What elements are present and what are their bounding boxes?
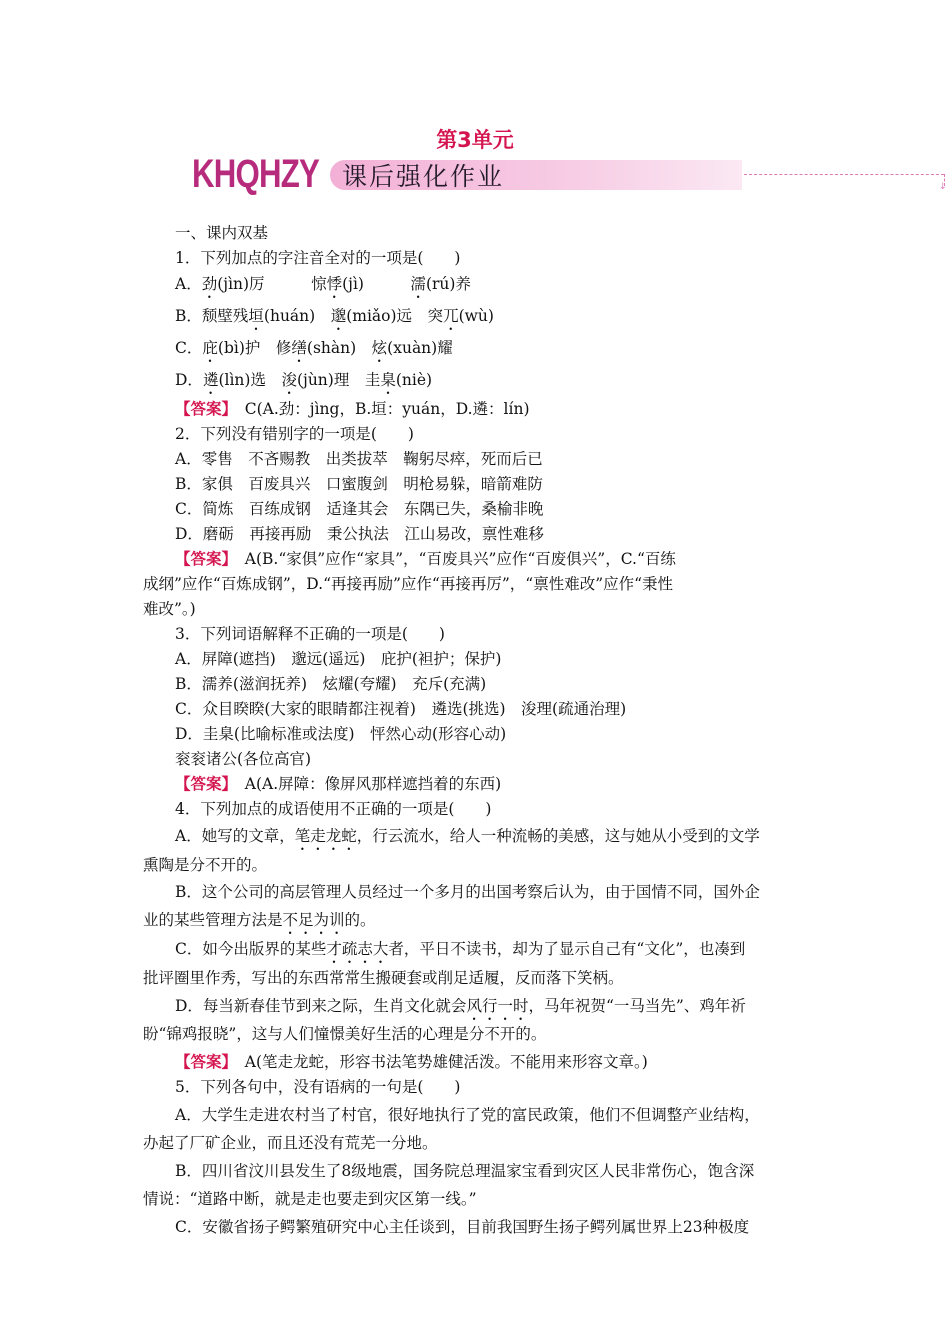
text-segment: C(A.劲：jìng，B.垣：yuán，D.遴：lín)	[229, 400, 530, 418]
text-line	[175, 996, 746, 1024]
text-segment: (jùn)理 圭	[296, 371, 381, 389]
dotted-term: 缮	[291, 339, 307, 357]
dotted-term: 笔走龙蛇	[294, 827, 357, 845]
text-line	[143, 1133, 438, 1153]
dotted-term: 浚	[281, 371, 297, 389]
answer-label: 【答案】	[175, 399, 230, 418]
text-line	[175, 649, 501, 669]
text-line	[175, 223, 268, 243]
chevron-down-icon: ↓	[939, 182, 947, 192]
text-segment: (miǎo)远 突	[346, 307, 444, 325]
text-segment: 者，平日不读书，却为了显示自己有“文化”，也凑到	[388, 940, 746, 958]
text-line	[143, 968, 624, 988]
banner-title: 课后强化作业	[342, 162, 505, 191]
text-segment: 办起了厂矿企业，而且还没有荒芜一分地。	[143, 1134, 438, 1152]
text-segment: 情说：“道路中断，就是走也要走到灾区第一线。”	[143, 1190, 477, 1208]
text-segment: C．安徽省扬子鳄繁殖研究中心主任谈到，目前我国野生扬子鳄列属世界上23种极度	[175, 1218, 750, 1236]
text-line	[175, 524, 544, 544]
text-segment: C．简炼 百练成钢 适逢其会 东隅已失，桑榆非晚	[175, 500, 544, 518]
text-segment: 惊	[311, 275, 327, 293]
text-segment: D．	[175, 371, 203, 389]
text-line	[175, 749, 311, 769]
dotted-term: 炫	[371, 339, 388, 357]
text-segment: A．大学生走进农村当了村官，很好地执行了党的富民政策，他们不但调整产业结构，	[175, 1106, 760, 1124]
text-segment: (huán)	[263, 307, 331, 325]
text-segment: (shàn)	[306, 339, 372, 357]
dotted-term: 不足为训	[282, 911, 345, 929]
dotted-term: 庇	[202, 339, 218, 357]
dotted-term: 悸	[326, 275, 343, 293]
text-segment: 业的某些管理方法是	[143, 911, 283, 929]
text-segment: A．零售 不吝赐教 出类拔萃 鞠躬尽瘁，死而后已	[175, 450, 543, 468]
text-segment: 难改”。)	[143, 600, 196, 618]
text-line	[175, 549, 676, 569]
text-segment: 熏陶是分不开的。	[143, 856, 268, 874]
text-line	[175, 1217, 749, 1237]
text-segment: 4．下列加点的成语使用不正确的一项是( )	[175, 800, 492, 818]
text-line	[175, 338, 453, 366]
text-segment: B．家俱 百废具兴 口蜜腹剑 明枪易躲，暗箭难防	[175, 475, 543, 493]
answer-label: 【答案】	[175, 549, 230, 568]
text-segment: D．圭臬(比喻标准或法度) 怦然心动(形容心动)	[175, 725, 507, 743]
text-segment: 一、课内双基	[175, 224, 269, 242]
text-segment: (xuàn)耀	[387, 339, 453, 357]
text-segment: B．四川省汶川县发生了8级地震，国务院总理温家宝看到灾区人民非常伤心，饱含深	[175, 1162, 755, 1180]
answer-label: 【答案】	[175, 774, 230, 793]
dotted-term: 劲	[201, 275, 218, 293]
text-line	[175, 939, 745, 967]
text-line	[175, 474, 543, 494]
text-segment: A(笔走龙蛇，形容书法笔势雄健活泼。不能用来形容文章。)	[229, 1053, 648, 1071]
text-segment: 5．下列各句中，没有语病的一句是( )	[175, 1078, 461, 1096]
text-line	[143, 1024, 546, 1044]
text-segment: (wù)	[458, 307, 494, 325]
text-segment: 盼“锦鸡报晓”，这与人们憧憬美好生活的心理是分不开的。	[143, 1025, 547, 1043]
text-line	[175, 399, 530, 419]
banner-letters: KHQHZY	[192, 152, 320, 196]
text-segment: A．	[175, 275, 202, 293]
text-line	[175, 274, 471, 302]
text-line	[175, 882, 760, 902]
text-segment: A．她写的文章，	[175, 827, 295, 845]
dotted-term: 垣	[248, 307, 264, 325]
text-segment: 成纲”应作“百炼成钢”，D.“再接再励”应作“再接再厉”，“禀性难改”应作“秉性	[143, 575, 674, 593]
text-segment: A(B.“家俱”应作“家具”，“百废具兴”应作“百废俱兴”，C.“百练	[229, 550, 676, 568]
text-line	[175, 370, 432, 398]
text-line	[143, 574, 673, 594]
text-line	[175, 449, 543, 469]
text-segment: (jìn)厉	[217, 275, 312, 293]
unit-title: 第3单元	[436, 128, 514, 152]
text-line	[175, 724, 506, 744]
text-line	[175, 799, 491, 819]
homework-banner	[192, 152, 947, 196]
answer-label: 【答案】	[175, 1052, 230, 1071]
text-segment: 2．下列没有错别字的一项是( )	[175, 425, 414, 443]
text-segment: 衮衮诸公(各位高官)	[175, 750, 312, 768]
text-line	[175, 499, 543, 519]
text-segment: C．如今出版界的某些	[175, 940, 327, 958]
text-segment: 的。	[344, 911, 376, 929]
text-segment: B．濡养(滋润抚养) 炫耀(夸耀) 充斥(充满)	[175, 675, 487, 693]
text-line	[143, 1189, 477, 1209]
text-line	[175, 424, 414, 444]
text-line	[175, 1077, 460, 1097]
text-line	[175, 624, 445, 644]
dotted-term: 濡	[410, 275, 426, 293]
text-line	[175, 1161, 754, 1181]
dotted-term: 才疏志大	[326, 940, 389, 958]
text-line	[175, 248, 460, 268]
text-segment: B．这个公司的高层管理人员经过一个多月的出国考察后认为，由于国情不同，国外企	[175, 883, 760, 901]
text-segment: A．屏障(遮挡) 邈远(遥远) 庇护(袒护；保护)	[175, 650, 502, 668]
text-line	[143, 855, 267, 875]
text-segment: 3．下列词语解释不正确的一项是( )	[175, 625, 445, 643]
dotted-term: 臬	[380, 371, 396, 389]
text-segment: (bì)护 修	[217, 339, 292, 357]
text-segment: ，行云流水，给人一种流畅的美感，这与她从小受到的文学	[356, 827, 760, 845]
text-segment: C．众目睽睽(大家的眼睛都注视着) 遴选(挑选) 浚理(疏通治理)	[175, 700, 627, 718]
text-line	[143, 599, 196, 619]
text-segment: D．磨砺 再接再励 秉公执法 江山易改，禀性难移	[175, 525, 544, 543]
text-segment: (lìn)选	[218, 371, 282, 389]
text-segment: (jì)	[342, 275, 411, 293]
text-line	[175, 306, 494, 334]
dotted-term: 风行一时	[466, 997, 529, 1015]
text-segment: C．	[175, 339, 203, 357]
dotted-term: 遴	[202, 371, 219, 389]
dotted-term: 兀	[443, 307, 459, 325]
text-line	[175, 774, 501, 794]
text-line	[175, 674, 486, 694]
text-line	[143, 910, 376, 938]
dotted-term: 邈	[330, 307, 347, 325]
text-line	[175, 1105, 760, 1125]
text-segment: A(A.屏障：像屏风那样遮挡着的东西)	[229, 775, 502, 793]
text-segment: (rú)养	[425, 275, 471, 293]
text-line	[175, 1052, 648, 1072]
text-segment: 批评圈里作秀，写出的东西常常生搬硬套或削足适履，反而落下笑柄。	[143, 969, 624, 987]
text-segment: D．每当新春佳节到来之际，生肖文化就会	[175, 997, 467, 1015]
text-segment: B．颓壁残	[175, 307, 249, 325]
text-segment: 1．下列加点的字注音全对的一项是( )	[175, 249, 461, 267]
text-segment: ，马年祝贺“一马当先”、鸡年祈	[528, 997, 746, 1015]
text-line	[175, 699, 626, 719]
banner-dashed-line	[744, 174, 944, 175]
text-line	[175, 826, 760, 854]
text-segment: (niè)	[395, 371, 433, 389]
